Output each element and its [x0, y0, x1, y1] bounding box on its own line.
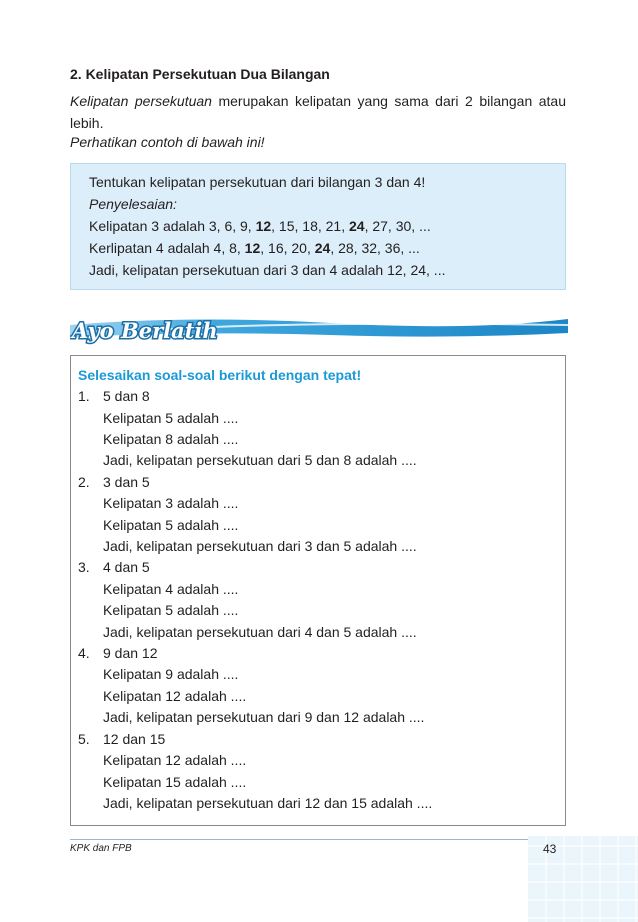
item-line: Kelipatan 15 adalah ....: [103, 774, 247, 790]
page-number: 43: [543, 842, 557, 856]
item-line: Kelipatan 12 adalah ....: [103, 688, 247, 704]
item-line: Kelipatan 4 adalah ....: [103, 581, 239, 597]
item-line: Kelipatan 5 adalah ....: [103, 410, 239, 426]
example-prompt: Perhatikan contoh di bawah ini!: [70, 134, 265, 150]
item-number: 2.: [78, 474, 90, 490]
ex1-b1: 12: [255, 218, 272, 234]
section-title: 2. Kelipatan Persekutuan Dua Bilangan: [70, 66, 330, 82]
ex1-b2: 24: [349, 218, 365, 234]
item-title: 5 dan 8: [103, 388, 150, 404]
ex1-c: , 15, 18, 21,: [271, 218, 349, 234]
item-line: Kelipatan 5 adalah ....: [103, 517, 239, 533]
ex2-c: , 16, 20,: [260, 240, 315, 256]
ex1-a: Kelipatan 3 adalah 3, 6, 9,: [89, 218, 256, 234]
item-line: Kelipatan 3 adalah ....: [103, 495, 239, 511]
item-title: 9 dan 12: [103, 645, 158, 661]
item-line: Jadi, kelipatan persekutuan dari 12 dan 15 adalah ....: [103, 795, 433, 811]
item-number: 1.: [78, 388, 90, 404]
item-line: Jadi, kelipatan persekutuan dari 4 dan 5 adalah ....: [103, 624, 417, 640]
intro-paragraph: [70, 90, 566, 134]
footer-rule: [70, 839, 566, 840]
item-line: Kelipatan 12 adalah ....: [103, 752, 247, 768]
example-question: Tentukan kelipatan persekutuan dari bilangan 3 dan 4!: [89, 174, 426, 190]
intro-text: merupakan kelipatan yang sama dari 2 bilangan atau lebih.: [70, 93, 567, 131]
item-title: 12 dan 15: [103, 731, 166, 747]
item-line: Kelipatan 9 adalah ....: [103, 666, 239, 682]
item-title: 3 dan 5: [103, 474, 150, 490]
item-number: 4.: [78, 645, 90, 661]
footer-chapter: KPK dan FPB: [70, 843, 132, 854]
item-number: 3.: [78, 559, 90, 575]
exercise-heading: Selesaikan soal-soal berikut dengan tepat!: [78, 367, 362, 383]
banner-label: Ayo Berlatih: [72, 318, 218, 343]
intro-term: Kelipatan persekutuan: [70, 93, 212, 109]
item-number: 5.: [78, 731, 90, 747]
item-title: 4 dan 5: [103, 559, 150, 575]
ex2-b1: 12: [244, 240, 261, 256]
example-multiples-4: [89, 240, 420, 256]
item-line: Jadi, kelipatan persekutuan dari 5 dan 8 adalah ....: [103, 452, 417, 468]
ayo-berlatih-banner: [70, 311, 568, 347]
item-line: Jadi, kelipatan persekutuan dari 9 dan 12 adalah ....: [103, 709, 425, 725]
example-conclusion: Jadi, kelipatan persekutuan dari 3 dan 4 adalah 12, 24, ...: [89, 262, 446, 278]
item-line: Jadi, kelipatan persekutuan dari 3 dan 5 adalah ....: [103, 538, 417, 554]
ex1-d: , 27, 30, ...: [364, 218, 431, 234]
item-line: Kelipatan 8 adalah ....: [103, 431, 239, 447]
ex2-a: Kerlipatan 4 adalah 4, 8,: [89, 240, 245, 256]
ex2-b2: 24: [314, 240, 331, 256]
example-multiples-3: [89, 218, 431, 234]
example-solution-label: Penyelesaian:: [89, 196, 177, 212]
item-line: Kelipatan 5 adalah ....: [103, 602, 239, 618]
ex2-d: , 28, 32, 36, ...: [330, 240, 420, 256]
